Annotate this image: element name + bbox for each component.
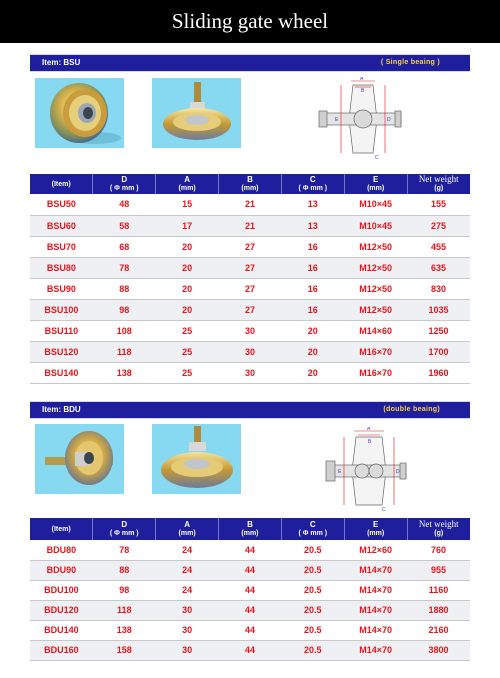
cell-item: BDU120 [30, 600, 93, 620]
cell-item: BDU100 [30, 580, 93, 600]
cell-b: 44 [219, 640, 282, 660]
cell-d: 68 [93, 236, 156, 257]
cell-net-weight: 830 [407, 278, 470, 299]
spec-table-bsu [30, 174, 470, 384]
cell-item: BSU70 [30, 236, 93, 257]
cell-item: BDU80 [30, 540, 93, 560]
cell-c: 20.5 [281, 560, 344, 580]
cell-b: 44 [219, 560, 282, 580]
cell-d: 48 [93, 194, 156, 215]
col-header-d: D ( Φ mm ) [93, 518, 156, 540]
col-header-b: B (mm) [219, 518, 282, 540]
cell-a: 17 [156, 215, 219, 236]
dimension-drawing [320, 427, 416, 512]
table-row [30, 540, 470, 560]
cell-item: BSU80 [30, 257, 93, 278]
col-header-net-weight: Net weight (g) [407, 518, 470, 540]
cell-b: 27 [219, 236, 282, 257]
cell-e: M16×70 [344, 362, 407, 383]
dim-label-c: C [375, 155, 379, 161]
cell-a: 25 [156, 362, 219, 383]
cell-c: 20.5 [281, 620, 344, 640]
cell-c: 16 [281, 257, 344, 278]
cell-d: 98 [93, 299, 156, 320]
table-row [30, 299, 470, 320]
dim-label-b: B [368, 439, 372, 445]
cell-e: M12×60 [344, 540, 407, 560]
wheel-photo-front [35, 424, 124, 494]
col-header-e: E (mm) [344, 174, 407, 194]
cell-net-weight: 1700 [407, 341, 470, 362]
cell-net-weight: 1880 [407, 600, 470, 620]
section-header [30, 401, 470, 419]
wheel-photo-side [152, 424, 241, 494]
table-row [30, 215, 470, 236]
cell-b: 30 [219, 320, 282, 341]
bearing-note: (double beaing) [383, 406, 440, 413]
cell-c: 20.5 [281, 540, 344, 560]
table-row [30, 320, 470, 341]
cell-c: 20 [281, 362, 344, 383]
cell-d: 108 [93, 320, 156, 341]
cell-a: 25 [156, 341, 219, 362]
cell-b: 30 [219, 341, 282, 362]
cell-net-weight: 1960 [407, 362, 470, 383]
cell-d: 88 [93, 560, 156, 580]
cell-c: 20.5 [281, 640, 344, 660]
cell-a: 24 [156, 580, 219, 600]
cell-c: 20.5 [281, 600, 344, 620]
cell-item: BDU140 [30, 620, 93, 640]
cell-e: M14×70 [344, 640, 407, 660]
table-body [30, 194, 470, 383]
col-header-item: (Item) [30, 518, 93, 540]
item-label: Item: BDU [42, 405, 81, 414]
cell-e: M12×50 [344, 299, 407, 320]
cell-item: BSU110 [30, 320, 93, 341]
table-row [30, 194, 470, 215]
cell-b: 27 [219, 299, 282, 320]
cell-net-weight: 455 [407, 236, 470, 257]
cell-c: 16 [281, 278, 344, 299]
dim-label-a: A [360, 77, 364, 82]
cell-d: 118 [93, 600, 156, 620]
col-header-b: B (mm) [219, 174, 282, 194]
cell-item: BSU90 [30, 278, 93, 299]
table-row [30, 620, 470, 640]
table-row [30, 278, 470, 299]
col-header-item: (Item) [30, 174, 93, 194]
table-row [30, 362, 470, 383]
dim-label-a: A [367, 427, 371, 432]
cell-e: M14×70 [344, 580, 407, 600]
col-header-a: A (mm) [156, 518, 219, 540]
cell-c: 20.5 [281, 580, 344, 600]
cell-a: 25 [156, 320, 219, 341]
wheel-photo-side [152, 78, 241, 148]
cell-net-weight: 155 [407, 194, 470, 215]
cell-b: 44 [219, 600, 282, 620]
cell-a: 24 [156, 560, 219, 580]
cell-item: BDU90 [30, 560, 93, 580]
cell-a: 30 [156, 620, 219, 640]
col-header-net-weight: Net weight (g) [407, 174, 470, 194]
cell-e: M12×50 [344, 236, 407, 257]
cell-net-weight: 1250 [407, 320, 470, 341]
col-header-a: A (mm) [156, 174, 219, 194]
cell-b: 27 [219, 278, 282, 299]
cell-e: M16×70 [344, 341, 407, 362]
cell-e: M14×70 [344, 600, 407, 620]
table-row [30, 600, 470, 620]
col-header-c: C ( Φ mm ) [281, 174, 344, 194]
cell-b: 44 [219, 540, 282, 560]
table-row [30, 560, 470, 580]
table-row [30, 341, 470, 362]
table-row [30, 580, 470, 600]
page-title: Sliding gate wheel [0, 0, 500, 43]
cell-d: 138 [93, 620, 156, 640]
cell-net-weight: 955 [407, 560, 470, 580]
cell-e: M12×50 [344, 257, 407, 278]
cell-d: 78 [93, 257, 156, 278]
cell-e: M14×60 [344, 320, 407, 341]
cell-d: 58 [93, 215, 156, 236]
cell-net-weight: 1160 [407, 580, 470, 600]
cell-item: BSU140 [30, 362, 93, 383]
table-row [30, 640, 470, 660]
cell-a: 20 [156, 257, 219, 278]
wheel-photo-front [35, 78, 124, 148]
cell-item: BSU120 [30, 341, 93, 362]
col-header-c: C ( Φ mm ) [281, 518, 344, 540]
cell-a: 20 [156, 236, 219, 257]
cell-b: 21 [219, 194, 282, 215]
dim-label-e: E [335, 117, 339, 123]
cell-a: 30 [156, 640, 219, 660]
item-label: Item: BSU [42, 58, 81, 67]
section-header [30, 54, 470, 72]
cell-b: 30 [219, 362, 282, 383]
cell-item: BSU100 [30, 299, 93, 320]
cell-e: M10×45 [344, 215, 407, 236]
cell-d: 118 [93, 341, 156, 362]
cell-b: 44 [219, 580, 282, 600]
cell-d: 88 [93, 278, 156, 299]
cell-c: 20 [281, 320, 344, 341]
col-header-d: D ( Φ mm ) [93, 174, 156, 194]
cell-e: M12×50 [344, 278, 407, 299]
cell-b: 27 [219, 257, 282, 278]
cell-d: 158 [93, 640, 156, 660]
section-bsu [30, 54, 470, 378]
cell-item: BSU60 [30, 215, 93, 236]
cell-a: 15 [156, 194, 219, 215]
bearing-note: ( Single beaing ) [380, 59, 440, 66]
cell-a: 20 [156, 278, 219, 299]
table-body [30, 540, 470, 660]
cell-d: 138 [93, 362, 156, 383]
dim-label-b: B [361, 88, 365, 94]
cell-b: 44 [219, 620, 282, 640]
spec-table-bdu [30, 518, 470, 661]
cell-net-weight: 3800 [407, 640, 470, 660]
cell-b: 21 [219, 215, 282, 236]
cell-e: M14×70 [344, 560, 407, 580]
cell-c: 20 [281, 341, 344, 362]
table-row [30, 236, 470, 257]
cell-d: 98 [93, 580, 156, 600]
cell-a: 30 [156, 600, 219, 620]
cell-net-weight: 760 [407, 540, 470, 560]
dim-label-d: D [396, 469, 400, 475]
cell-c: 13 [281, 215, 344, 236]
cell-a: 20 [156, 299, 219, 320]
dim-label-e: E [338, 469, 342, 475]
section-bdu [30, 401, 470, 655]
cell-e: M14×70 [344, 620, 407, 640]
cell-item: BDU160 [30, 640, 93, 660]
cell-a: 24 [156, 540, 219, 560]
cell-net-weight: 2160 [407, 620, 470, 640]
cell-e: M10×45 [344, 194, 407, 215]
dim-label-c: C [382, 507, 386, 512]
cell-c: 13 [281, 194, 344, 215]
col-header-e: E (mm) [344, 518, 407, 540]
cell-c: 16 [281, 236, 344, 257]
cell-net-weight: 1035 [407, 299, 470, 320]
cell-item: BSU50 [30, 194, 93, 215]
table-row [30, 257, 470, 278]
cell-net-weight: 635 [407, 257, 470, 278]
cell-c: 16 [281, 299, 344, 320]
dim-label-d: D [387, 117, 391, 123]
cell-d: 78 [93, 540, 156, 560]
cell-net-weight: 275 [407, 215, 470, 236]
dimension-drawing [315, 77, 411, 162]
